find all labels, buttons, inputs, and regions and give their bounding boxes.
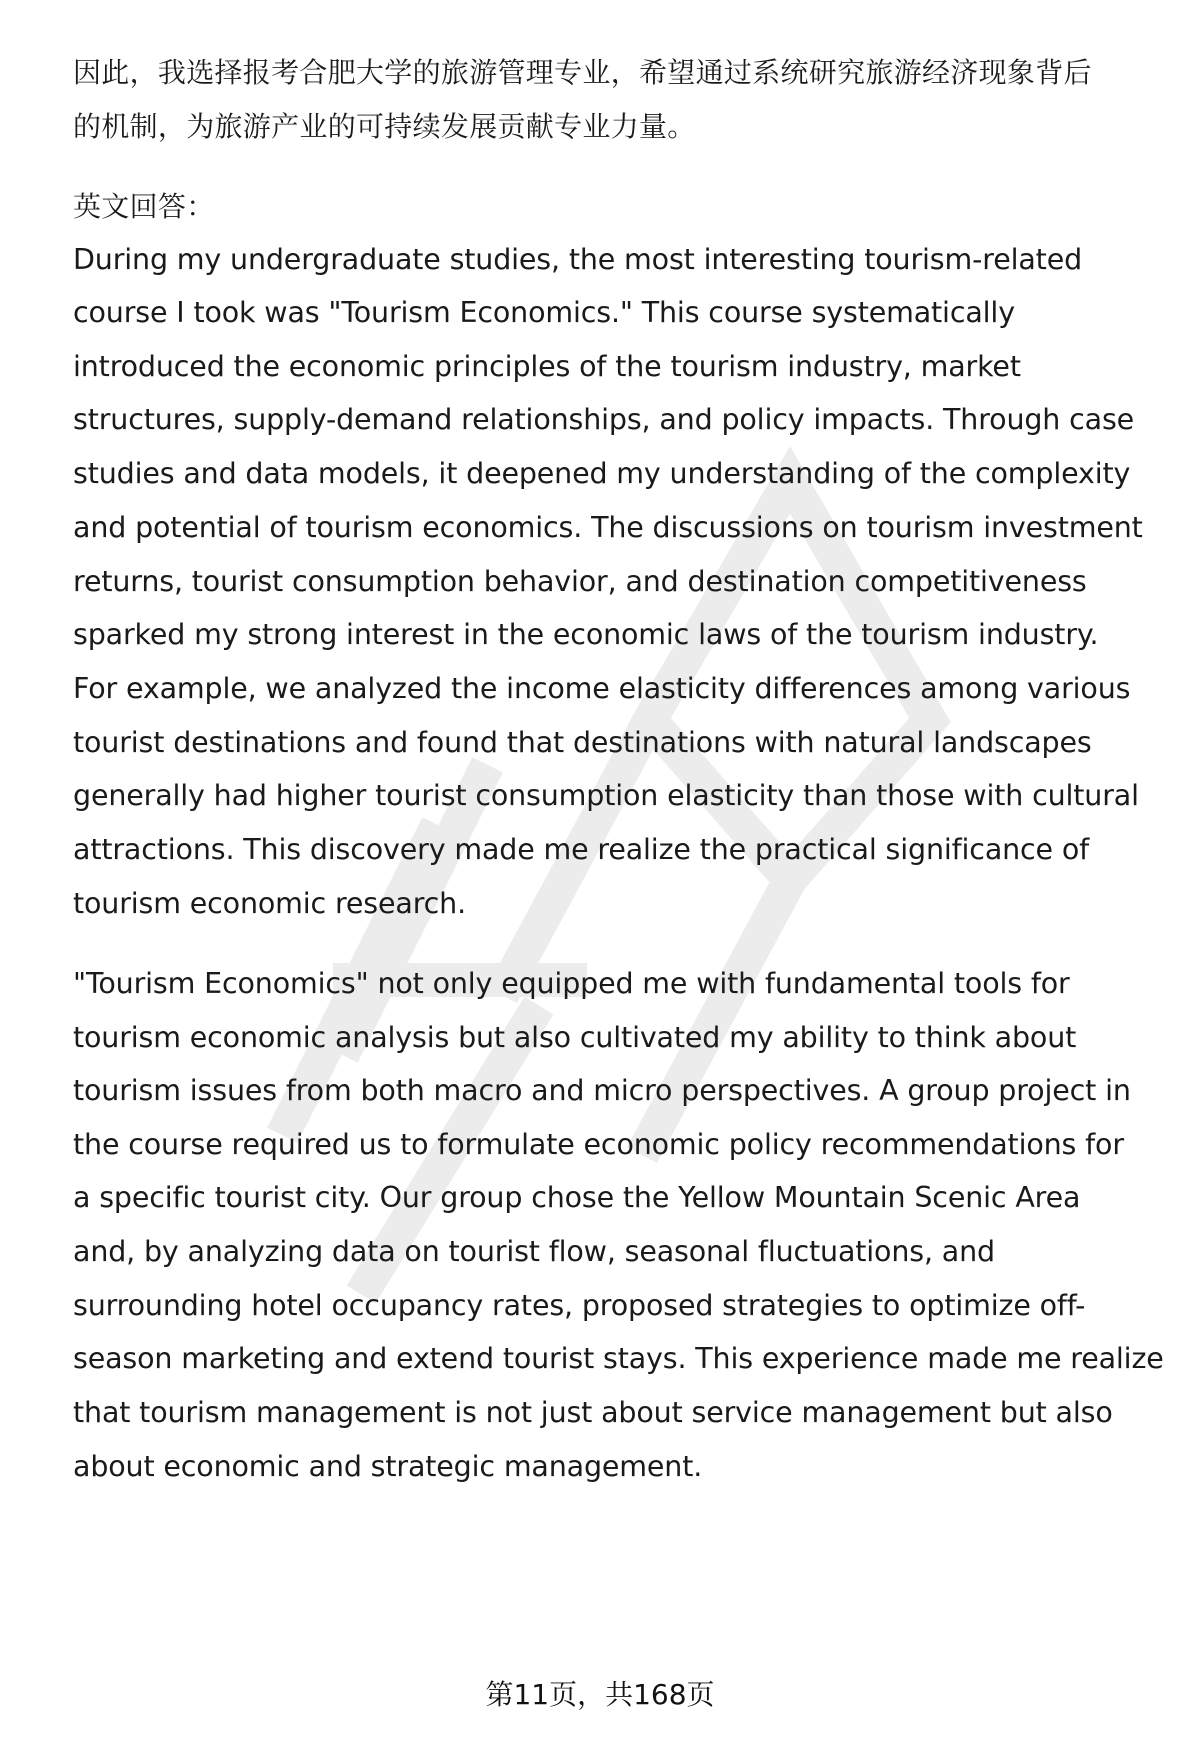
page-number-footer: 第11页，共168页 <box>485 1678 715 1711</box>
en-paragraph-1-line: structures, supply-demand relationships, and policy impacts. Through case <box>73 403 1135 436</box>
en-paragraph-1-line: sparked my strong interest in the economic laws of the tourism industry. <box>73 618 1099 651</box>
en-paragraph-2-line: a specific tourist city. Our group chose the Yellow Mountain Scenic Area <box>73 1181 1081 1214</box>
cn-paragraph-line: 的机制，为旅游产业的可持续发展贡献专业力量。 <box>73 110 696 143</box>
en-paragraph-1-line: studies and data models, it deepened my understanding of the complexity <box>73 457 1131 490</box>
en-paragraph-2-line: tourism economic analysis but also cultivated my ability to think about <box>73 1021 1077 1054</box>
en-paragraph-2-line: "Tourism Economics" not only equipped me with fundamental tools for <box>73 967 1070 1000</box>
en-paragraph-1-line: returns, tourist consumption behavior, and destination competitiveness <box>73 565 1087 598</box>
en-paragraph-1-line: and potential of tourism economics. The discussions on tourism investment <box>73 511 1143 544</box>
en-paragraph-1-line: tourist destinations and found that destinations with natural landscapes <box>73 726 1092 759</box>
english-answer-label: 英文回答： <box>73 190 215 223</box>
en-paragraph-2-line: tourism issues from both macro and micro perspectives. A group project in <box>73 1074 1131 1107</box>
en-paragraph-2-line: and, by analyzing data on tourist flow, seasonal fluctuations, and <box>73 1235 995 1268</box>
en-paragraph-1-line: tourism economic research. <box>73 887 466 920</box>
en-paragraph-1-line: For example, we analyzed the income elasticity differences among various <box>73 672 1131 705</box>
en-paragraph-2-line: surrounding hotel occupancy rates, proposed strategies to optimize off- <box>73 1289 1086 1322</box>
en-paragraph-2-line: season marketing and extend tourist stays. This experience made me realize <box>73 1342 1164 1375</box>
en-paragraph-2-line: the course required us to formulate economic policy recommendations for <box>73 1128 1124 1161</box>
en-paragraph-2-line: about economic and strategic management. <box>73 1450 703 1483</box>
en-paragraph-2-line: that tourism management is not just about service management but also <box>73 1396 1113 1429</box>
en-paragraph-1-line: introduced the economic principles of the tourism industry, market <box>73 350 1021 383</box>
en-paragraph-1-line: generally had higher tourist consumption elasticity than those with cultural <box>73 779 1139 812</box>
en-paragraph-1-line: course I took was "Tourism Economics." This course systematically <box>73 296 1015 329</box>
en-paragraph-1-line: During my undergraduate studies, the most interesting tourism-related <box>73 243 1083 276</box>
en-paragraph-1-line: attractions. This discovery made me realize the practical significance of <box>73 833 1090 866</box>
cn-paragraph-line: 因此，我选择报考合肥大学的旅游管理专业，希望通过系统研究旅游经济现象背后 <box>73 56 1092 89</box>
